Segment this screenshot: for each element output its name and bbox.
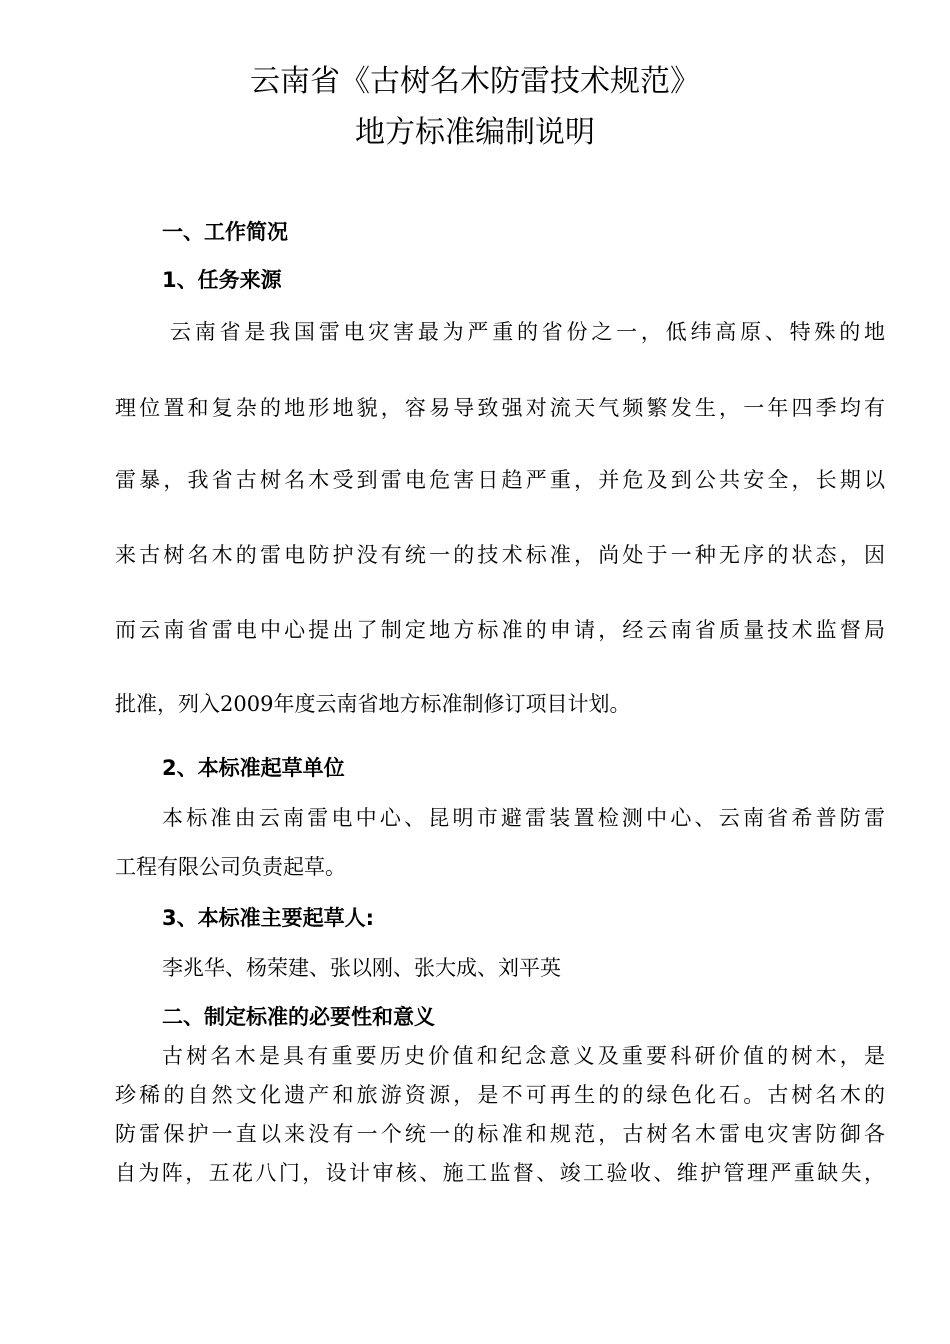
paragraph-line: 来古树名木的雷电防护没有统一的技术标准，尚处于一种无序的状态，因 [115,543,885,567]
document-title-line1: 云南省《古树名木防雷技术规范》 [250,64,700,99]
paragraph-line: 理位置和复杂的地形地貌，容易导致强对流天气频繁发生，一年四季均有 [115,396,885,420]
section1-heading: 一、工作简况 [162,220,288,244]
paragraph-line: 防雷保护一直以来没有一个统一的标准和规范，古树名木雷电灾害防御各 [115,1122,885,1146]
paragraph-line: 古树名木是具有重要历史价值和纪念意义及重要科研价值的树木，是 [162,1044,885,1068]
drafters-list: 李兆华、杨荣建、张以刚、张大成、刘平英 [162,956,561,980]
paragraph-line: 而云南省雷电中心提出了制定地方标准的申请，经云南省质量技术监督局 [115,618,885,642]
paragraph-line: 自为阵，五花八门，设计审核、施工监督、竣工验收、维护管理严重缺失， [115,1161,885,1185]
section1-sub1-heading: 1、任务来源 [162,268,282,292]
section1-sub3-heading: 3、本标准主要起草人: [162,906,375,930]
paragraph-line: 珍稀的自然文化遗产和旅游资源，是不可再生的的绿色化石。古树名木的 [115,1083,885,1107]
section1-sub2-heading: 2、本标准起草单位 [162,756,345,780]
section2-heading: 二、制定标准的必要性和意义 [162,1005,435,1029]
paragraph-line: 雷暴，我省古树名木受到雷电危害日趋严重，并危及到公共安全，长期以 [115,468,885,492]
document-title-line2: 地方标准编制说明 [355,115,595,150]
paragraph-line: 工程有限公司负责起草。 [115,855,346,879]
paragraph-line: 云南省是我国雷电灾害最为严重的省份之一，低纬高原、特殊的地 [170,320,885,344]
paragraph-line: 批准，列入2009年度云南省地方标准制修订项目计划。 [115,692,631,716]
paragraph-line: 本标准由云南雷电中心、昆明市避雷装置检测中心、云南省希普防雷 [162,806,885,830]
